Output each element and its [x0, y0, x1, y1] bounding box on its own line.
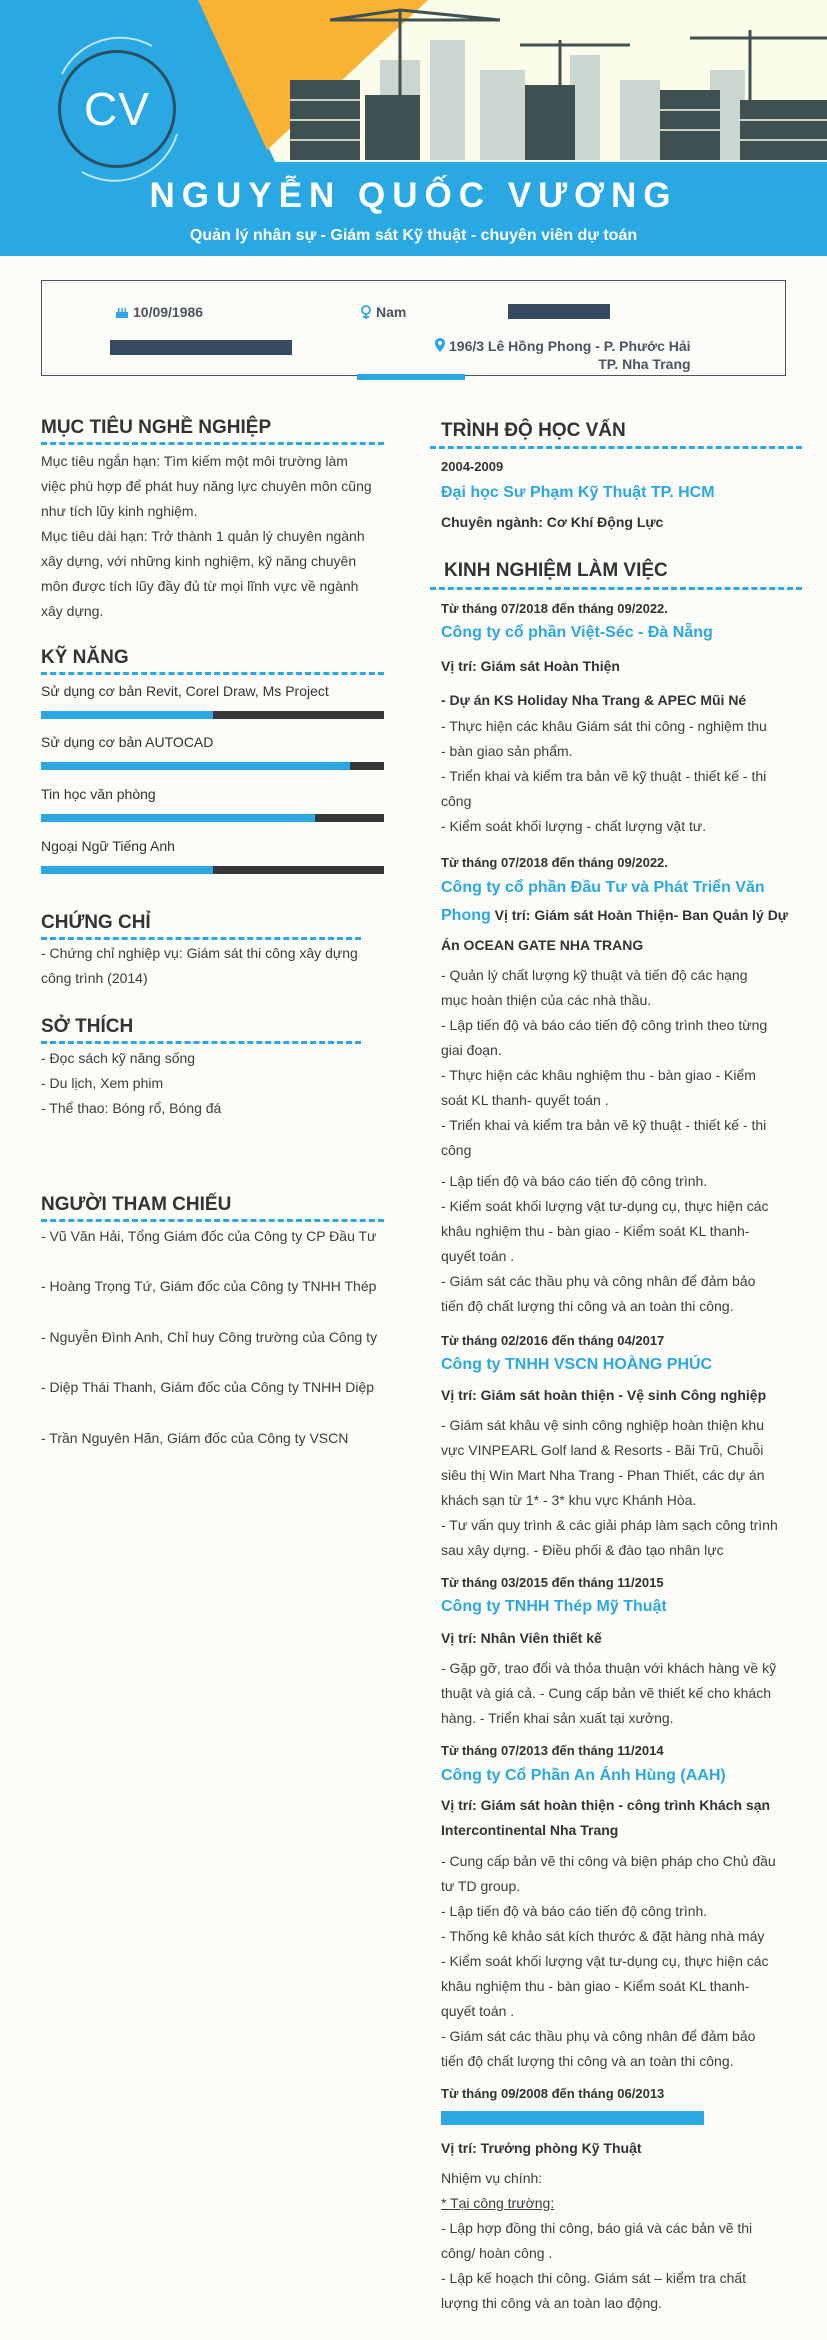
- objective-line: việc phù hợp để phát huy năng lực chuyên môn cũng: [41, 478, 372, 494]
- job5-duties: [441, 1849, 811, 2074]
- header-banner: [0, 0, 827, 256]
- gender-value: Nam: [376, 304, 407, 320]
- education-period: 2004-2009: [441, 459, 504, 474]
- job3-position: Vị trí: Giám sát hoàn thiện - Vệ sinh Công nghiệp: [441, 1387, 767, 1403]
- job2-duties: [441, 963, 811, 1163]
- job6-duty: - Lập kế hoạch thi công. Giám sát – kiểm tra chất: [441, 2270, 747, 2286]
- job3-period: Từ tháng 02/2016 đến tháng 04/2017: [441, 1333, 665, 1348]
- construction-skyline-illustration: [270, 0, 827, 170]
- certificate-line: - Chứng chỉ nghiệp vụ: Giám sát thi công xây dựng: [41, 945, 358, 961]
- cv-label: CV: [84, 83, 150, 135]
- objective-line: xây dựng.: [41, 603, 104, 619]
- skills-divider: [41, 672, 384, 675]
- job5-duty: khâu nghiệm thu - bàn giao - Kiểm soát KL thanh-: [441, 1978, 750, 1994]
- job6-duty: công/ hoàn công .: [441, 2245, 553, 2261]
- candidate-subtitle: Quản lý nhân sự - Giám sát Kỹ thuật - chuyên viên dự toán: [189, 227, 638, 244]
- job2-period: Từ tháng 07/2018 đến tháng 09/2022.: [441, 855, 668, 870]
- job5-duty: - Cung cấp bản vẽ thi công và biện pháp cho Chủ đầu: [441, 1853, 776, 1869]
- hobby-item: - Thể thao: Bóng rổ, Bóng đá: [41, 1100, 222, 1116]
- address-line1: 196/3 Lê Hồng Phong - P. Phước Hải: [449, 338, 691, 354]
- job1-position: Vị trí: Giám sát Hoàn Thiện: [441, 658, 620, 674]
- job3-duties: [441, 1413, 811, 1563]
- job5-period: Từ tháng 07/2013 đến tháng 11/2014: [441, 1743, 664, 1758]
- job2-duty: giai đoạn.: [441, 1042, 502, 1058]
- job3-company: Công ty TNHH VSCN HOÀNG PHÚC: [441, 1356, 713, 1373]
- job2-position-line2: Án OCEAN GATE NHA TRANG: [441, 937, 644, 953]
- job4-company: Công ty TNHH Thép Mỹ Thuật: [441, 1598, 667, 1615]
- references-divider: [41, 1219, 384, 1222]
- job2-duty: - Lập tiến độ và báo cáo tiến độ công trình theo từng: [441, 1017, 768, 1033]
- cv-avatar-circle: [58, 50, 176, 168]
- job5-duty: - Thống kê khảo sát kích thước & đặt hàng nhà máy: [441, 1928, 765, 1944]
- skill-bar: [41, 711, 384, 719]
- objective-line: Mục tiêu ngắn hạn: Tìm kiếm một môi trường làm: [41, 453, 348, 469]
- address-line2: TP. Nha Trang: [598, 356, 691, 372]
- education-school: Đại học Sư Phạm Kỹ Thuật TP. HCM: [441, 484, 715, 501]
- objective-line: môn được tích lũy đầy đủ từ mọi lĩnh vực về ngành: [41, 578, 359, 594]
- job6-position: Vị trí: Trưởng phòng Kỹ Thuật: [441, 2140, 642, 2156]
- job3-duty: - Giám sát khâu vệ sinh công nghiệp hoàn thiện khu: [441, 1417, 764, 1433]
- job6-duty-label: Nhiệm vụ chính:: [441, 2170, 543, 2186]
- job1-period: Từ tháng 07/2018 đến tháng 09/2022.: [441, 601, 668, 616]
- job4-duty: thuật và giá cả. - Cung cấp bản vẽ thiết kế cho khách: [441, 1685, 771, 1701]
- objective-line: Mục tiêu dài hạn: Trở thành 1 quản lý chuyên ngành: [41, 528, 365, 544]
- job6-duty: lượng thi công và an toàn lao động.: [441, 2295, 662, 2311]
- skill-bar: [41, 866, 384, 874]
- reference-item: - Trần Nguyên Hãn, Giám đốc của Công ty VSCN: [41, 1430, 349, 1446]
- job4-duty: - Gặp gỡ, trao đổi và thỏa thuận với khách hàng về kỹ: [441, 1660, 777, 1676]
- birthday-value: 10/09/1986: [133, 304, 204, 320]
- skill-label: Sử dụng cơ bản AUTOCAD: [41, 734, 214, 750]
- birthday-item: [115, 304, 203, 320]
- experience-divider: [430, 587, 802, 590]
- address-item: [435, 338, 691, 372]
- job5-duty: - Giám sát các thầu phụ và công nhân để đảm bảo: [441, 2028, 756, 2044]
- references-title: NGƯỜI THAM CHIẾU: [41, 1194, 232, 1215]
- job2-extra-duty: khâu nghiệm thu - bàn giao - Kiểm soát KL thanh-: [441, 1223, 750, 1239]
- education-divider: [430, 446, 802, 449]
- job2-duty: mục hoàn thiện của các nhà thầu.: [441, 992, 652, 1008]
- job6-site-label-row: [441, 2191, 811, 2216]
- job2-duty: - Thực hiện các khâu nghiệm thu - bàn giao - Kiểm: [441, 1067, 756, 1083]
- job3-duty: vực VINPEARL Golf land & Resorts - Bãi Trũ, Chuỗi: [441, 1442, 764, 1458]
- job1-duty: - Thực hiện các khâu Giám sát thi công - nghiệm thu: [441, 718, 767, 734]
- skill-bar-fill: [41, 711, 213, 719]
- info-accent-bar: [357, 374, 465, 380]
- skills-title: KỸ NĂNG: [41, 647, 129, 668]
- job4-duty: hàng. - Triển khai sản xuất tại xưởng.: [441, 1710, 674, 1726]
- job1-company: Công ty cổ phần Việt-Séc - Đà Nẵng: [441, 624, 713, 641]
- job5-company: Công ty Cổ Phần An Ánh Hùng (AAH): [441, 1767, 726, 1784]
- job2-company-position: [441, 903, 811, 928]
- job2-extra-duty: tiến độ chất lượng thi công và an toàn thi công.: [441, 1298, 734, 1314]
- job1-duty: công: [441, 793, 472, 809]
- certificate-line: công trình (2014): [41, 970, 148, 986]
- education-major: Chuyên ngành: Cơ Khí Động Lực: [441, 514, 664, 530]
- objective-line: như tích lũy kinh nghiệm.: [41, 503, 198, 519]
- job1-duties: [441, 714, 811, 839]
- job2-position: Vị trí: Giám sát Hoàn Thiện- Ban Quản lý Dự: [490, 907, 788, 923]
- job6-period: Từ tháng 09/2008 đến tháng 06/2013: [441, 2086, 665, 2101]
- reference-item: - Vũ Văn Hải, Tổng Giám đốc của Công ty CP Đầu Tư: [41, 1228, 377, 1244]
- hobby-item: - Du lịch, Xem phim: [41, 1075, 164, 1091]
- objective-title: MỤC TIÊU NGHỀ NGHIỆP: [41, 417, 272, 438]
- hobby-item: - Đọc sách kỹ năng sống: [41, 1050, 196, 1066]
- hobbies-divider: [41, 1041, 361, 1044]
- job2-extra-duty: quyết toán .: [441, 1248, 515, 1264]
- job2-extra-duty: - Lập tiến độ và báo cáo tiến độ công trình.: [441, 1173, 708, 1189]
- objective-divider: [41, 442, 384, 445]
- job5-position-line2: Intercontinental Nha Trang: [441, 1822, 619, 1838]
- job5-duty: - Kiểm soát khối lượng vật tư-dụng cụ, thực hiện các: [441, 1953, 769, 1969]
- gender-item: [360, 304, 406, 320]
- job2-duty: công: [441, 1142, 472, 1158]
- job2-duty: soát KL thanh- quyết toán .: [441, 1092, 609, 1108]
- job3-duty: khách sạn từ 1* - 3* khu vực Khánh Hòa.: [441, 1492, 697, 1508]
- job5-position-line1: Vị trí: Giám sát hoàn thiện - công trình Khách sạn: [441, 1797, 771, 1813]
- skill-bar-fill: [41, 866, 213, 874]
- job6-site-label: * Tại công trường:: [441, 2195, 555, 2211]
- cake-icon: [115, 305, 129, 319]
- hobbies-title: SỞ THÍCH: [41, 1016, 134, 1037]
- skill-bar-fill: [41, 814, 315, 822]
- job5-duty: quyết toán .: [441, 2003, 515, 2019]
- location-pin-icon: [435, 338, 445, 352]
- skill-label: Ngoại Ngữ Tiếng Anh: [41, 838, 175, 854]
- redacted-job6-company: [441, 2111, 704, 2125]
- job2-duty: - Quản lý chất lượng kỹ thuật và tiến độ các hạng: [441, 967, 748, 983]
- objective-line: xây dựng, với những kinh nghiệm, kỹ năng chuyên: [41, 553, 357, 569]
- job1-duty: - Triển khai và kiểm tra bản vẽ kỹ thuật - thiết kế - thi: [441, 768, 767, 784]
- job3-duty: sau xây dựng. - Điều phối & đào tạo nhân lực: [441, 1542, 724, 1558]
- skill-bar: [41, 762, 384, 770]
- job5-duty: - Lập tiến độ và báo cáo tiến độ công trình.: [441, 1903, 708, 1919]
- job2-extra-duties: [441, 1169, 811, 1319]
- reference-item: - Hoàng Trọng Tứ, Giám đốc của Công ty TNHH Thép: [41, 1278, 377, 1294]
- experience-title: KINH NGHIỆM LÀM VIỆC: [444, 560, 668, 581]
- skill-label: Tin học văn phòng: [41, 786, 156, 802]
- job3-duty: siêu thị Win Mart Nha Trang - Phan Thiết, các dự án: [441, 1467, 765, 1483]
- job2-company-line1: Công ty cổ phần Đầu Tư và Phát Triển Văn: [441, 879, 765, 896]
- job6-duty: - Lập hợp đồng thi công, báo giá và các bản vẽ thi: [441, 2220, 753, 2236]
- job1-duty: - Kiểm soát khối lượng - chất lượng vật tư.: [441, 818, 707, 834]
- candidate-name: NGUYỄN QUỐC VƯƠNG: [149, 176, 678, 215]
- job2-extra-duty: - Kiểm soát khối lượng vật tư-dụng cụ, thực hiện các: [441, 1198, 769, 1214]
- skill-bar: [41, 814, 384, 822]
- job4-duties: [441, 1656, 811, 1731]
- redacted-phone: [508, 304, 610, 319]
- skill-bar-fill: [41, 762, 350, 770]
- objective-text: [41, 449, 372, 624]
- certificates-text: [41, 941, 358, 991]
- certificates-divider: [41, 937, 361, 940]
- reference-item: - Nguyễn Đình Anh, Chỉ huy Công trường của Công ty: [41, 1329, 378, 1345]
- job6-duties: [441, 2216, 811, 2316]
- job5-duty: tư TD group.: [441, 1878, 521, 1894]
- job5-duty: tiến độ chất lượng thi công và an toàn thi công.: [441, 2053, 734, 2069]
- job2-company-line2: Phong: [441, 907, 491, 924]
- job2-duty: - Triển khai và kiểm tra bản vẽ kỹ thuật - thiết kế - thi: [441, 1117, 767, 1133]
- job3-duty: - Tư vấn quy trình & các giải pháp làm sạch công trình: [441, 1517, 778, 1533]
- certificates-title: CHỨNG CHỈ: [41, 912, 151, 933]
- job2-extra-duty: - Giám sát các thầu phụ và công nhân để đảm bảo: [441, 1273, 756, 1289]
- education-title: TRÌNH ĐỘ HỌC VẤN: [441, 420, 626, 441]
- reference-item: - Diệp Thái Thanh, Giám đốc của Công ty TNHH Diệp: [41, 1379, 375, 1395]
- redacted-email: [110, 340, 292, 355]
- job1-project: - Dự án KS Holiday Nha Trang & APEC Mũi Né: [441, 692, 747, 708]
- hobbies-list: [41, 1046, 221, 1121]
- job1-duty: - bàn giao sản phẩm.: [441, 743, 573, 759]
- skill-label: Sử dụng cơ bản Revit, Corel Draw, Ms Project: [41, 683, 329, 699]
- job4-position: Vị trí: Nhân Viên thiết kế: [441, 1630, 602, 1646]
- job4-period: Từ tháng 03/2015 đến tháng 11/2015: [441, 1575, 664, 1590]
- gender-icon: [360, 305, 372, 319]
